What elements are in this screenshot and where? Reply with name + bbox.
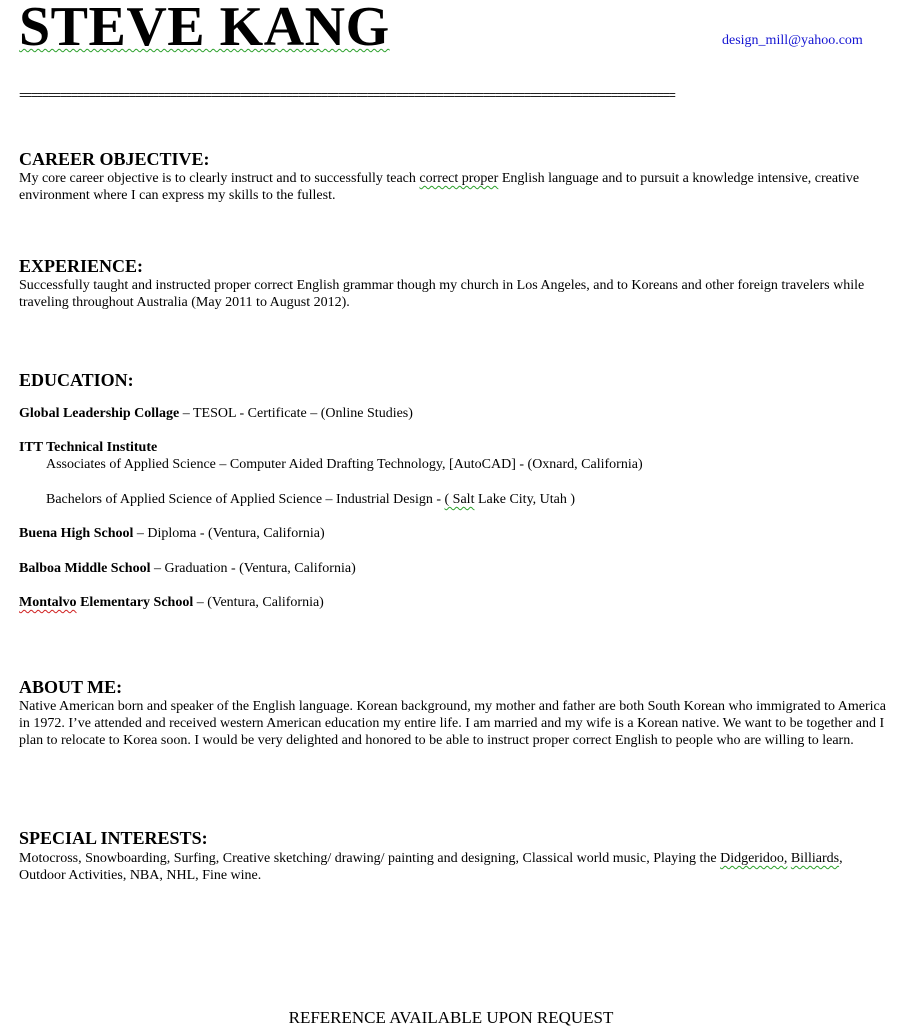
career-objective-text-part: English language and to pursuit a knowledge intensive, creative environment where I can express my skills to the fullest. xyxy=(19,171,860,203)
grammar-flagged-text: Billiards xyxy=(790,851,840,866)
grammar-flagged-text: ( Salt xyxy=(444,492,475,507)
education-heading: EDUCATION: xyxy=(19,370,134,390)
reference-note: REFERENCE AVAILABLE UPON REQUEST xyxy=(288,1008,614,1027)
education-entry xyxy=(19,525,325,542)
school-name: Balboa Middle School xyxy=(19,561,151,576)
education-entry xyxy=(19,439,157,456)
career-objective-heading: CAREER OBJECTIVE: xyxy=(19,149,210,169)
school-name xyxy=(19,595,193,610)
grammar-flagged-text: correct proper xyxy=(419,171,499,186)
education-detail: – (Ventura, California) xyxy=(193,595,324,610)
header-divider: ================================================================================================================= xyxy=(19,89,675,103)
school-name-rest: Elementary School xyxy=(76,595,194,610)
name-text: STEVE KANG xyxy=(19,0,390,58)
education-degree: Associates of Applied Science – Computer Aided Drafting Technology, [AutoCAD] - (Oxnard, California) xyxy=(46,457,643,472)
education-detail: – Graduation - (Ventura, California) xyxy=(150,561,356,576)
about-me-text: Native American born and speaker of the English language. Korean background, my mother and father are both South Korean who immigrated to America in 1972. I’ve attended and received western American education my entire life. I am married and my wife is a Korean native. We want to be together and I plan to relocate to Korea soon. I would be very delighted and honored to be able to instruct proper correct English to people who are willing to learn. xyxy=(19,699,886,748)
about-me-heading: ABOUT ME: xyxy=(19,677,123,697)
career-objective-text xyxy=(19,170,899,204)
special-interests-text xyxy=(19,850,879,884)
spelling-flagged-text: Montalvo xyxy=(19,595,77,610)
email-link[interactable]: design_mill@yahoo.com xyxy=(722,33,863,48)
experience-text: Successfully taught and instructed proper correct English grammar though my church in Los Angeles, and to Koreans and other foreign travelers while traveling throughout Australia (May 2011 to August 2012). xyxy=(19,278,865,310)
education-detail: – Diploma - (Ventura, California) xyxy=(133,526,325,541)
education-detail: Bachelors of Applied Science of Applied Science – Industrial Design - xyxy=(46,492,445,507)
school-name: ITT Technical Institute xyxy=(19,440,158,455)
grammar-flagged-text: Didgeridoo, xyxy=(720,851,788,866)
education-entry xyxy=(19,560,356,577)
education-detail: – TESOL - Certificate – (Online Studies) xyxy=(179,406,413,421)
career-objective-text-part: My core career objective is to clearly instruct and to successfully teach xyxy=(19,171,420,186)
school-name: Buena High School xyxy=(19,526,134,541)
experience-heading: EXPERIENCE: xyxy=(19,256,144,276)
resume-name xyxy=(19,0,390,58)
school-name: Global Leadership Collage xyxy=(19,406,180,421)
special-interests-heading: SPECIAL INTERESTS: xyxy=(19,828,208,848)
education-entry xyxy=(19,405,413,422)
education-degree xyxy=(46,491,575,508)
interests-text-part: , Outdoor Activities, NBA, NHL, Fine wine. xyxy=(19,851,843,883)
education-detail: Lake City, Utah ) xyxy=(474,492,576,507)
interests-text-part: Motocross, Snowboarding, Surfing, Creative sketching/ drawing/ painting and designing, Classical world music, Playing the xyxy=(19,851,721,866)
education-entry xyxy=(19,594,324,611)
